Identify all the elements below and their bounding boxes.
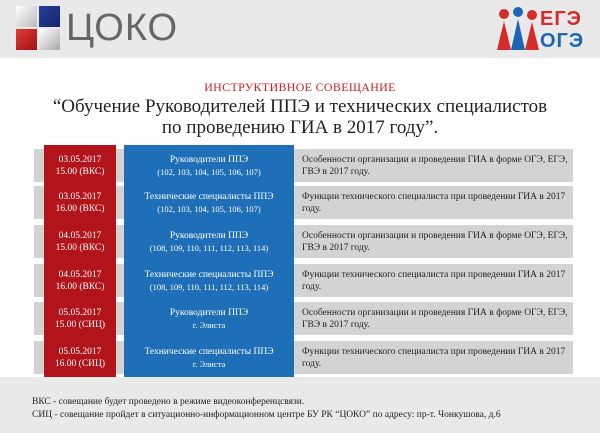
time-text: 16.00 (ВКС) xyxy=(55,281,105,292)
group-name: Технические специалисты ППЭ xyxy=(144,346,274,357)
date-text: 05.05.2017 xyxy=(58,346,102,357)
oge-label: ОГЭ xyxy=(540,30,585,52)
time-text: 15.00 (ВКС) xyxy=(55,242,105,253)
date-text: 03.05.2017 xyxy=(58,154,102,165)
ege-label: ЕГЭ xyxy=(540,8,582,30)
group-codes: (102, 103, 104, 105, 106, 107) xyxy=(157,203,261,214)
title-line: “Обучение Руководителей ППЭ и технических специалистов xyxy=(52,96,548,117)
schedule-row xyxy=(34,225,573,258)
group-name: Технические специалисты ППЭ xyxy=(144,191,274,202)
schedule-row xyxy=(34,341,573,374)
time-text: 15.00 (СИЦ) xyxy=(54,319,106,330)
group-cell xyxy=(124,260,294,301)
group-name: Технические специалисты ППЭ xyxy=(144,269,274,280)
schedule-row xyxy=(34,264,573,297)
ege-people-icon xyxy=(494,6,544,52)
footnote-vks: ВКС - совещание будет проведено в режиме видеоконференцсвязи. xyxy=(32,397,305,407)
date-cell xyxy=(44,298,116,339)
schedule-row xyxy=(34,302,573,335)
schedule-row xyxy=(34,186,573,219)
time-text: 15.00 (ВКС) xyxy=(55,166,105,177)
topic-cell: Особенности организации и проведения ГИА в форме ОГЭ, ЕГЭ, ГВЭ в 2017 году. xyxy=(302,230,568,253)
group-name: Руководители ППЭ xyxy=(169,307,249,318)
group-codes: г. Элиста xyxy=(192,319,226,330)
date-cell xyxy=(44,182,116,223)
title-line: по проведению ГИА в 2017 году”. xyxy=(161,117,439,138)
time-text: 16.00 (СИЦ) xyxy=(54,358,106,369)
date-cell xyxy=(44,260,116,301)
group-cell xyxy=(124,221,294,262)
group-codes: (108, 109, 110, 111, 112, 113, 114) xyxy=(149,281,269,292)
group-codes: (108, 109, 110, 111, 112, 113, 114) xyxy=(149,242,269,253)
date-cell xyxy=(44,221,116,262)
group-codes: г. Элиста xyxy=(192,358,226,369)
date-text: 03.05.2017 xyxy=(58,191,102,202)
footnote-sits: СИЦ - совещание пройдет в ситуационно-информационном центре БУ РК “ЦОКО” по адресу: пр-т. Чонкушова, д.6 xyxy=(32,410,501,420)
header-band xyxy=(0,0,600,58)
date-text: 04.05.2017 xyxy=(58,230,102,241)
tsoko-logo-squares-icon xyxy=(16,6,60,50)
time-text: 16.00 (ВКС) xyxy=(55,203,105,214)
group-cell xyxy=(124,182,294,223)
subtitle: ИНСТРУКТИВНОЕ СОВЕЩАНИЕ xyxy=(204,80,396,94)
group-codes: (102, 103, 104, 105, 106, 107) xyxy=(157,166,261,177)
date-text: 04.05.2017 xyxy=(58,269,102,280)
tsoko-logo-text: ЦОКО xyxy=(66,7,179,49)
group-cell xyxy=(124,298,294,339)
group-name: Руководители ППЭ xyxy=(169,154,249,165)
page-title xyxy=(0,96,600,138)
group-name: Руководители ППЭ xyxy=(169,230,249,241)
group-cell xyxy=(124,145,294,186)
date-cell xyxy=(44,337,116,378)
ege-oge-logo xyxy=(494,4,590,54)
topic-cell: Функции технического специалиста при проведении ГИА в 2017 году. xyxy=(302,191,566,214)
topic-cell: Особенности организации и проведения ГИА в форме ОГЭ, ЕГЭ, ГВЭ в 2017 году. xyxy=(302,154,568,177)
date-cell xyxy=(44,145,116,186)
group-cell xyxy=(124,337,294,378)
schedule-row xyxy=(34,149,573,182)
topic-cell: Особенности организации и проведения ГИА в форме ОГЭ, ЕГЭ, ГВЭ в 2017 году. xyxy=(302,307,568,330)
date-text: 05.05.2017 xyxy=(58,307,102,318)
topic-cell: Функции технического специалиста при проведении ГИА в 2017 году. xyxy=(302,269,566,292)
topic-cell: Функции технического специалиста при проведении ГИА в 2017 году. xyxy=(302,346,566,369)
